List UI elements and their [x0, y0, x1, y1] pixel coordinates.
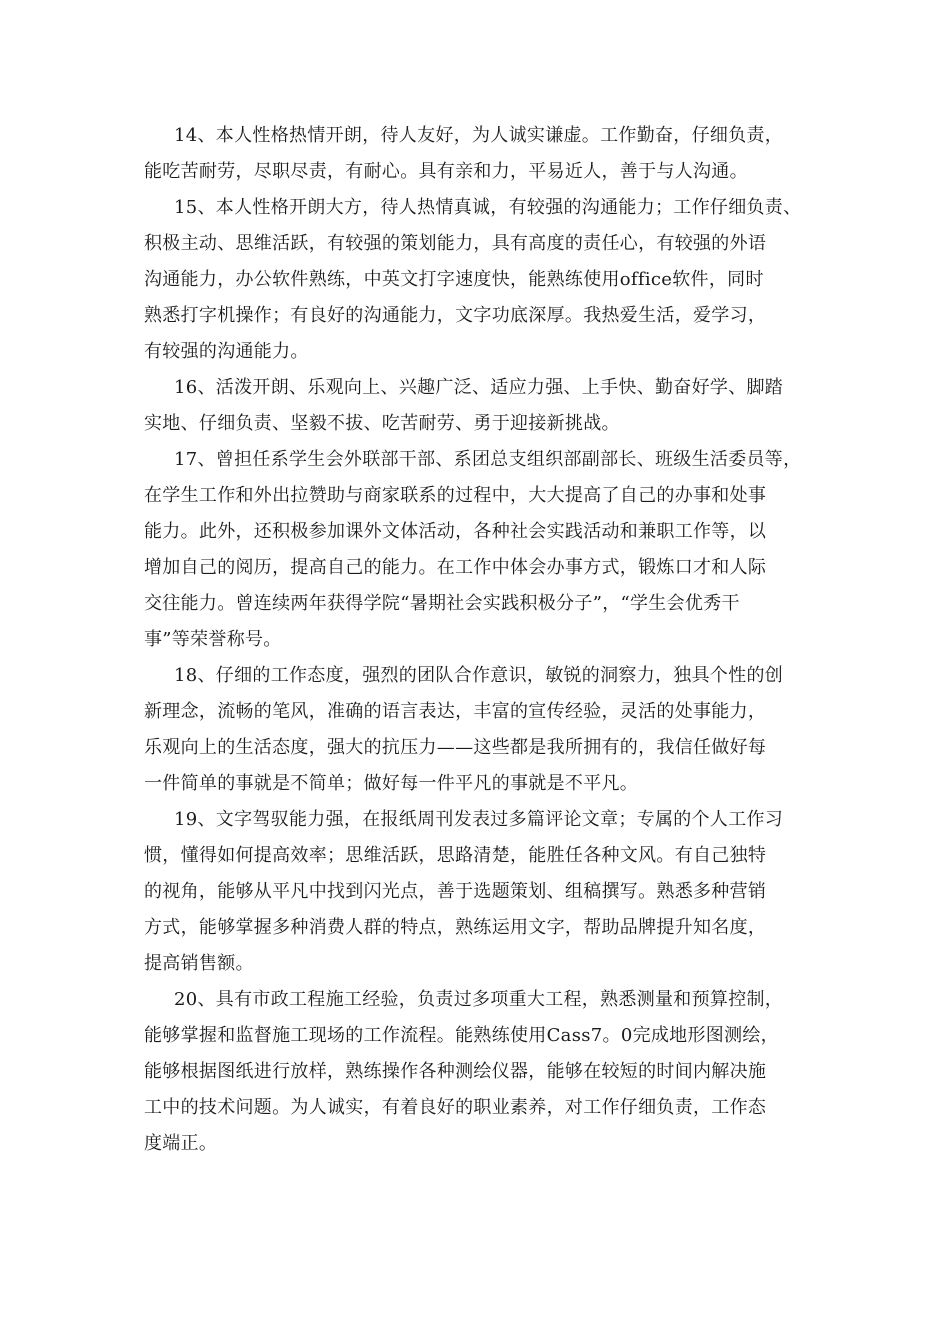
paragraph-line: 15、本人性格开朗大方，待人热情真诚，有较强的沟通能力；工作仔细负责、	[174, 197, 802, 218]
paragraph-line: 能吃苦耐劳，尽职尽责，有耐心。具有亲和力，平易近人，善于与人沟通。	[144, 161, 748, 182]
paragraph-line: 提高销售额。	[144, 953, 254, 974]
paragraph-line: 增加自己的阅历，提高自己的能力。在工作中体会办事方式，锻炼口才和人际	[144, 557, 767, 578]
paragraph-14	[144, 118, 824, 190]
paragraph-16	[144, 370, 824, 442]
paragraph-18	[144, 658, 824, 802]
paragraph-line: 的视角，能够从平凡中找到闪光点，善于选题策划、组稿撰写。熟悉多种营销	[144, 881, 767, 902]
paragraph-line: 能够根据图纸进行放样，熟练操作各种测绘仪器，能够在较短的时间内解决施	[144, 1061, 767, 1082]
paragraph-line: 交往能力。曾连续两年获得学院“暑期社会实践积极分子”，“学生会优秀干	[144, 593, 740, 614]
paragraph-line: 在学生工作和外出拉赞助与商家联系的过程中，大大提高了自己的办事和处事	[144, 485, 767, 506]
paragraph-20	[144, 982, 824, 1162]
paragraph-line: 一件简单的事就是不简单；做好每一件平凡的事就是不平凡。	[144, 773, 639, 794]
paragraph-line: 19、文字驾驭能力强，在报纸周刊发表过多篇评论文章；专属的个人工作习	[174, 809, 784, 830]
document-body	[144, 118, 824, 1162]
paragraph-line: 新理念，流畅的笔风，准确的语言表达，丰富的宣传经验，灵活的处事能力，	[144, 701, 767, 722]
paragraph-line: 度端正。	[144, 1133, 218, 1154]
paragraph-line: 沟通能力，办公软件熟练，中英文打字速度快，能熟练使用office软件，同时	[144, 269, 764, 290]
paragraph-line: 惯，懂得如何提高效率；思维活跃，思路清楚，能胜任各种文风。有自己独特	[144, 845, 767, 866]
paragraph-line: 乐观向上的生活态度，强大的抗压力——这些都是我所拥有的，我信任做好每	[144, 737, 767, 758]
paragraph-line: 能够掌握和监督施工现场的工作流程。能熟练使用Cass7。0完成地形图测绘，	[144, 1025, 779, 1046]
paragraph-line: 方式，能够掌握多种消费人群的特点，熟练运用文字，帮助品牌提升知名度，	[144, 917, 767, 938]
paragraph-line: 能力。此外，还积极参加课外文体活动，各种社会实践活动和兼职工作等，以	[144, 521, 767, 542]
paragraph-line: 20、具有市政工程施工经验，负责过多项重大工程，熟悉测量和预算控制，	[174, 989, 784, 1010]
paragraph-15	[144, 190, 824, 370]
paragraph-19	[144, 802, 824, 982]
paragraph-line: 16、活泼开朗、乐观向上、兴趣广泛、适应力强、上手快、勤奋好学、脚踏	[174, 377, 784, 398]
paragraph-line: 实地、仔细负责、坚毅不拔、吃苦耐劳、勇于迎接新挑战。	[144, 413, 620, 434]
paragraph-line: 工中的技术问题。为人诚实，有着良好的职业素养，对工作仔细负责，工作态	[144, 1097, 767, 1118]
paragraph-line: 事”等荣誉称号。	[144, 629, 282, 650]
paragraph-line: 熟悉打字机操作；有良好的沟通能力，文字功底深厚。我热爱生活，爱学习，	[144, 305, 767, 326]
paragraph-17	[144, 442, 824, 658]
paragraph-line: 有较强的沟通能力。	[144, 341, 309, 362]
paragraph-line: 18、仔细的工作态度，强烈的团队合作意识，敏锐的洞察力，独具个性的创	[174, 665, 784, 686]
paragraph-line: 积极主动、思维活跃，有较强的策划能力，具有高度的责任心，有较强的外语	[144, 233, 767, 254]
paragraph-line: 17、曾担任系学生会外联部干部、系团总支组织部副部长、班级生活委员等，	[174, 449, 802, 470]
paragraph-line: 14、本人性格热情开朗，待人友好，为人诚实谦虚。工作勤奋，仔细负责，	[174, 125, 784, 146]
